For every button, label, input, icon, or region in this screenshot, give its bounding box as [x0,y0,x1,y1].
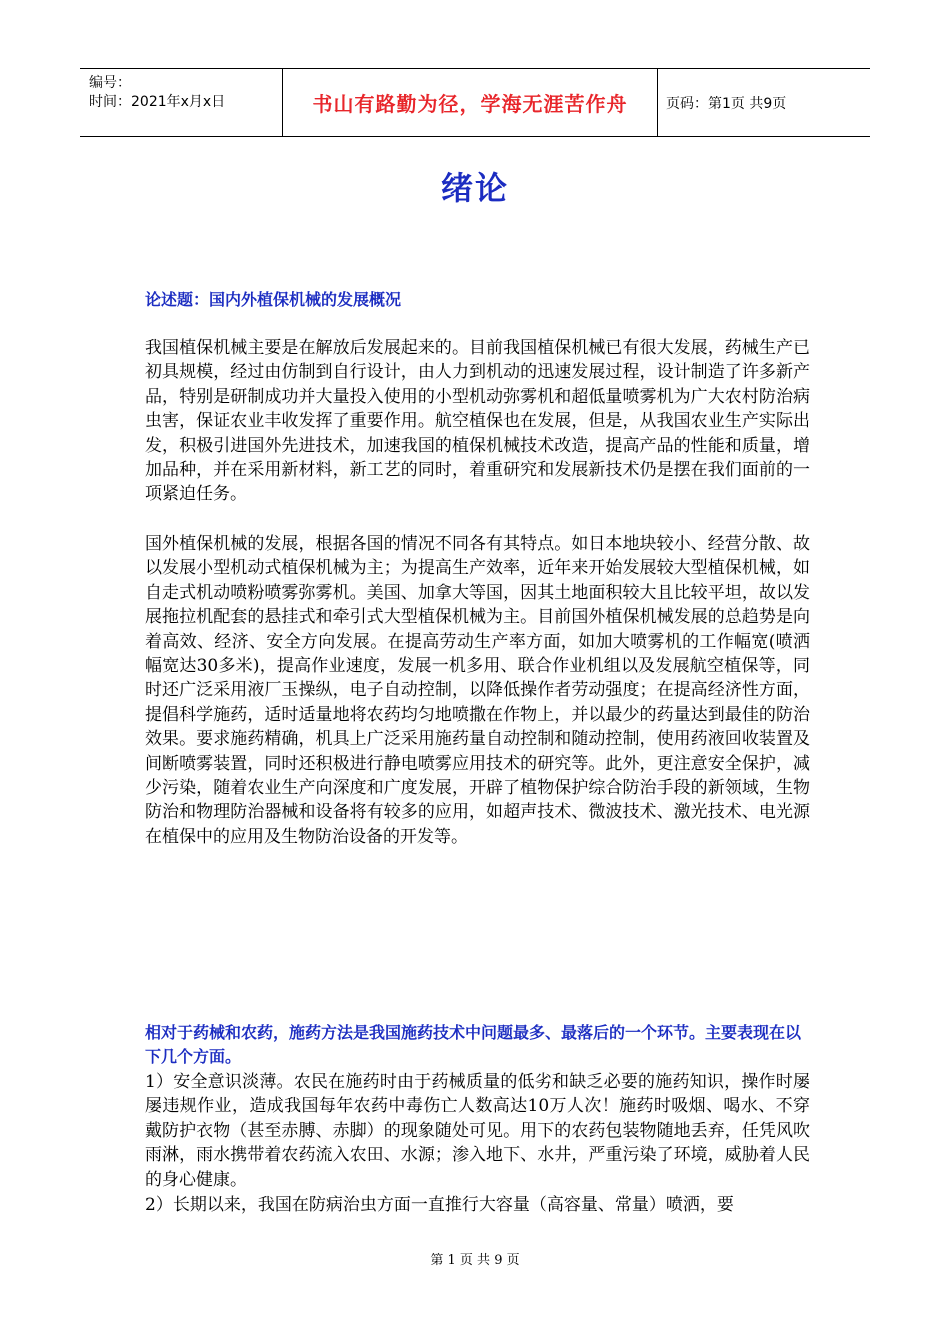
document-header [80,68,870,137]
motto-text: 书山有路勤为径，学海无涯苦作舟 [312,92,628,116]
number-label: 编号： [89,75,131,91]
page-title: 绪论 [440,169,509,207]
list-item-2: 2）长期以来，我国在防病治虫方面一直推行大容量（高容量、常量）喷洒，要 [145,1195,734,1215]
paragraph-foreign: 国外植保机械的发展，根据各国的情况不同各有其特点。如日本地块较小、经营分散、故以发展小型机动式植保机械为主；为提高生产效率，近年来开始发展较大型植保机械，如自走式机动喷粉喷雾弥雾机。美国、加拿大等国，因其土地面积较大且比较平坦，故以发展拖拉机配套的悬挂式和牵引式大型植保机械为主。目前国外植保机械发展的总趋势是向着高效、经济、安全方向发展。在提高劳动生产率方面，如加大喷雾机的工作幅宽(喷洒幅宽达30多米)，提高作业速度，发展一机多用、联合作业机组以及发展航空植保等，同时还广泛采用液厂玉操纵，电子自动控制，以降低操作者劳动强度；在提高经济性方面，提倡科学施药，适时适量地将农药均匀地喷撒在作物上，并以最少的药量达到最佳的防治效果。要求施药精确，机具上广泛采用施药量自动控制和随动控制，使用药液回收装置及间断喷雾装置，同时还积极进行静电喷雾应用技术的研究等。此外，更注意安全保护，减少污染，随着农业生产向深度和广度发展，开辟了植物保护综合防治手段的新领域，生物防治和物理防治器械和设备将有较多的应用，如超声技术、微波技术、激光技术、电光源在植保中的应用及生物防治设备的开发等。 [145,534,810,847]
header-page-cell [658,69,870,136]
page-info: 页码：第1页 共9页 [666,95,787,112]
list-item-1: 1）安全意识淡薄。农民在施药时由于药械质量的低劣和缺乏必要的施药知识，操作时屡屡违规作业，造成我国每年农药中毒伤亡人数高达10万人次！施药时吸烟、喝水、不穿戴防护衣物（甚至赤膊、赤脚）的现象随处可见。用下的农药包装物随地丢弃，任凭风吹雨淋，雨水携带着农药流入农田、水源；渗入地下、水井，严重污染了环境，威胁着人民的身心健康。 [145,1072,810,1190]
header-motto-cell [283,69,658,136]
page-footer: 第 1 页 共 9 页 [430,1253,520,1268]
section-heading-1: 论述题：国内外植保机械的发展概况 [145,290,402,309]
section-heading-2: 相对于药械和农药，施药方法是我国施药技术中问题最多、最落后的一个环节。主要表现在以下几个方面。 [145,1023,802,1066]
header-meta-cell [80,69,283,136]
paragraph-domestic: 我国植保机械主要是在解放后发展起来的。目前我国植保机械已有很大发展，药械生产已初具规模，经过由仿制到自行设计，由人力到机动的迅速发展过程，设计制造了许多新产品，特别是研制成功并大量投入使用的小型机动弥雾机和超低量喷雾机为广大农村防治病虫害，保证农业丰收发挥了重要作用。航空植保也在发展，但是，从我国农业生产实际出发，积极引进国外先进技术，加速我国的植保机械技术改造，提高产品的性能和质量，增加品种，并在采用新材料，新工艺的同时，着重研究和发展新技术仍是摆在我们面前的一项紧迫任务。 [145,338,810,505]
time-label: 时间：2021年x月x日 [89,94,226,110]
